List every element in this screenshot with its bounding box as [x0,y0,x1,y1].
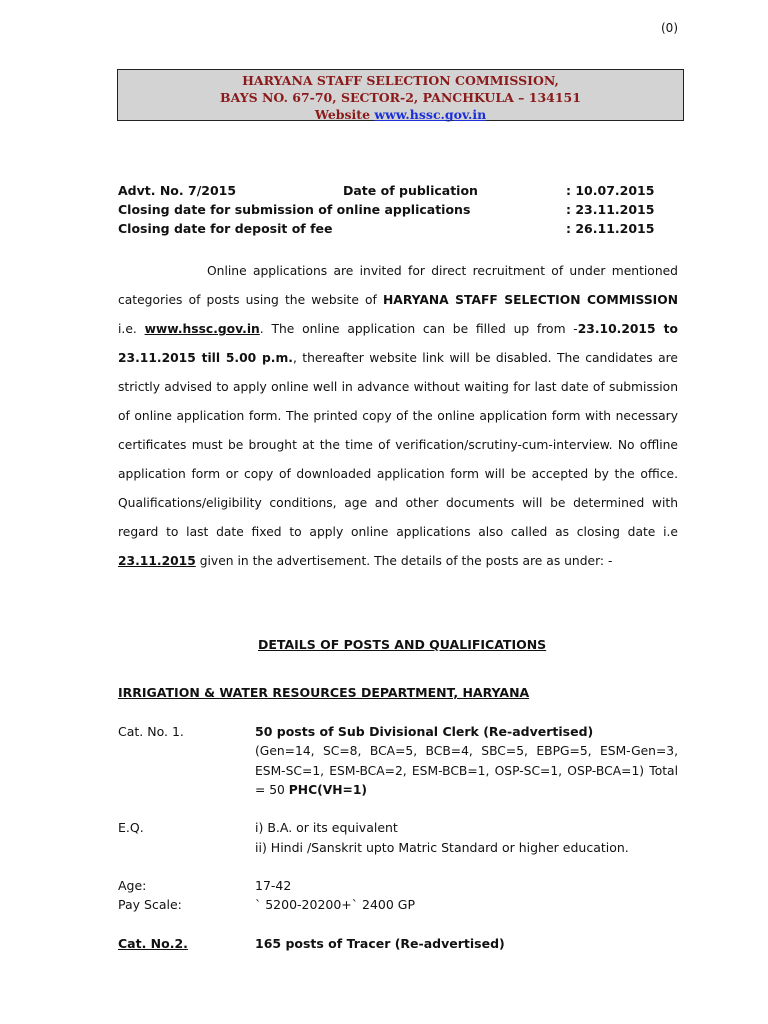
cat2-label: Cat. No.2. [118,936,188,951]
website-link[interactable]: www.hssc.gov.in [374,107,487,122]
closing-online-value: : 23.11.2015 [566,202,655,217]
closing-date-inline: 23.11.2015 [118,554,196,568]
cat1-title: 50 posts of Sub Divisional Clerk (Re-advertised) [255,724,594,739]
website-link-inline[interactable]: www.hssc.gov.in [144,322,260,336]
page-number: (0) [661,21,678,35]
closing-fee-label: Closing date for deposit of fee [118,221,333,236]
commission-header-box [117,69,684,121]
department-heading: IRRIGATION & WATER RESOURCES DEPARTMENT, HARYANA [118,685,530,700]
closing-online-label: Closing date for submission of online applications [118,202,471,217]
publication-date-value: : 10.07.2015 [566,183,655,198]
application-window: 23.10.2015 to 23.11.2015 till 5.00 p.m. [118,322,678,365]
eq-item-2: ii) Hindi /Sanskrit upto Matric Standard or higher education. [255,840,629,855]
commission-name-inline: HARYANA STAFF SELECTION COMMISSION [383,293,678,307]
eq-label: E.Q. [118,820,144,835]
eq-item-1: i) B.A. or its equivalent [255,820,398,835]
pay-scale-value: ` 5200-20200+` 2400 GP [255,897,416,912]
website-label: Website [314,107,371,122]
commission-address: BAYS NO. 67-70, SECTOR-2, PANCHKULA – 134151 [220,90,581,105]
age-label: Age: [118,878,147,893]
cat1-breakup: (Gen=14, SC=8, BCA=5, BCB=4, SBC=5, EBPG=5, ESM-Gen=3, ESM-SC=1, ESM-BCA=2, ESM-BCB=1, OSP-SC=1, OSP-BCA=1) Total = 50 PHC(VH=1) [255,744,678,797]
closing-fee-value: : 26.11.2015 [566,221,655,236]
cat1-label: Cat. No. 1. [118,724,184,739]
advt-number: Advt. No. 7/2015 [118,183,237,198]
commission-name: HARYANA STAFF SELECTION COMMISSION, [242,73,559,88]
section-heading: DETAILS OF POSTS AND QUALIFICATIONS [258,637,547,652]
intro-paragraph: Online applications are invited for direct recruitment of under mentioned categories of posts using the website of HARYANA STAFF SELECTION COMMISSION i.e. www.hssc.gov.in. The online application can be filled up from -23.10.2015 to 23.11.2015 till 5.00 p.m., thereafter website link will be disabled. The candidates are strictly advised to apply online well in advance without waiting for last date of submission of online application form. The printed copy of the online application form with necessary certificates must be brought at the time of verification/scrutiny-cum-interview. No offline application form or copy of downloaded application form will be accepted by the office. Qualifications/eligibility conditions, age and other documents will be determined with regard to last date fixed to apply online applications also called as closing date i.e 23.11.2015 given in the advertisement. The details of the posts are as under: - [118,264,678,568]
cat2-title: 165 posts of Tracer (Re-advertised) [255,936,505,951]
cat1-phc: PHC(VH=1) [288,783,368,797]
publication-date-label: Date of publication [343,183,478,198]
age-value: 17-42 [255,878,292,893]
website-line [118,106,683,123]
pay-scale-label: Pay Scale: [118,897,182,912]
